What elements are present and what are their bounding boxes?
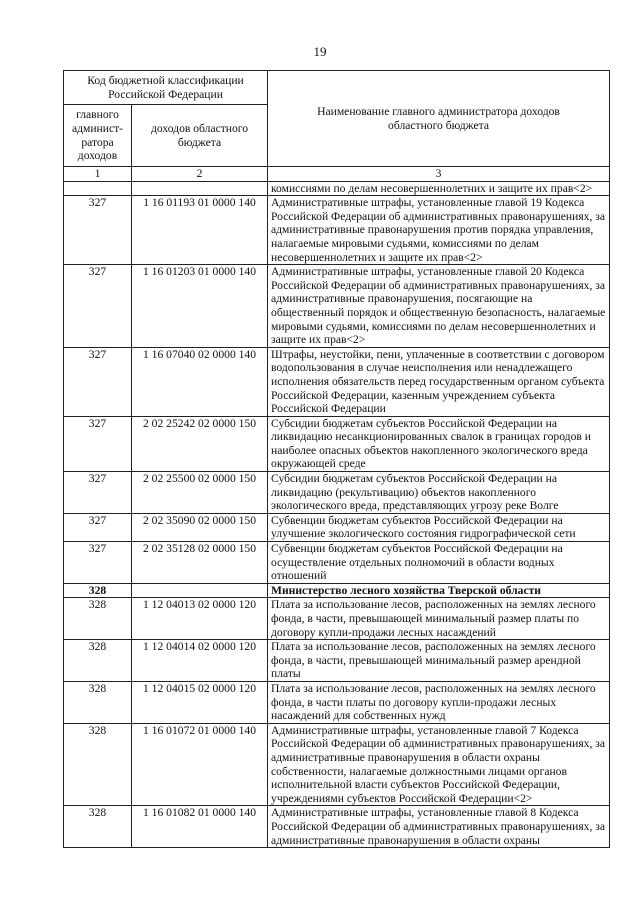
header-admin-column: главного админист-ратора доходов <box>64 105 132 167</box>
revenue-code-cell <box>132 181 268 196</box>
revenue-code-cell: 1 16 01072 01 0000 140 <box>132 723 268 806</box>
description-cell: Субвенции бюджетам субъектов Российской Федерации на улучшение экологического состояния гидрографической сети <box>268 513 610 541</box>
header-number-2: 2 <box>132 167 268 182</box>
admin-code-cell: 327 <box>64 196 132 265</box>
table-row <box>64 347 610 416</box>
header-number-3: 3 <box>268 167 610 182</box>
description-cell: Плата за использование лесов, расположенных на землях лесного фонда, в части, превышающей минимальный размер арендной платы <box>268 640 610 682</box>
budget-classification-table <box>63 70 610 848</box>
admin-code-cell: 327 <box>64 472 132 514</box>
table-row <box>64 181 610 196</box>
header-income-column: доходов областного бюджета <box>132 105 268 167</box>
table-row <box>64 640 610 682</box>
table-row <box>64 806 610 848</box>
description-cell: Субсидии бюджетам субъектов Российской Федерации на ликвидацию (рекультивацию) объектов накопленного экологического вреда, представляющих угрозу реке Волге <box>268 472 610 514</box>
admin-code-cell: 328 <box>64 723 132 806</box>
description-cell: Плата за использование лесов, расположенных на землях лесного фонда, в части платы по договору купли-продажи лесных насаждений для собственных нужд <box>268 681 610 723</box>
description-cell: Субвенции бюджетам субъектов Российской Федерации на осуществление отдельных полномочий в области водных отношений <box>268 542 610 584</box>
revenue-code-cell: 1 16 01082 01 0000 140 <box>132 806 268 848</box>
table-row <box>64 542 610 584</box>
admin-code-cell: 328 <box>64 598 132 640</box>
description-cell: Административные штрафы, установленные главой 8 Кодекса Российской Федерации об административных правонарушениях, за административные правонарушения в области охраны <box>268 806 610 848</box>
description-cell: Плата за использование лесов, расположенных на землях лесного фонда, в части, превышающей минимальный размер платы по договору купли-продажи лесных насаждений <box>268 598 610 640</box>
header-classification-group: Код бюджетной классификации Российской Федерации <box>64 71 268 105</box>
revenue-code-cell: 2 02 25500 02 0000 150 <box>132 472 268 514</box>
description-cell: Административные штрафы, установленные главой 19 Кодекса Российской Федерации об административных правонарушениях, за административные правонарушения против порядка управления, налагаемые мировыми судьями, комиссиями по делам несовершеннолетних и защите их прав<2> <box>268 196 610 265</box>
revenue-code-cell: 2 02 25242 02 0000 150 <box>132 416 268 471</box>
admin-code-cell: 328 <box>64 640 132 682</box>
table-row <box>64 196 610 265</box>
admin-code-cell: 328 <box>64 806 132 848</box>
description-cell: Административные штрафы, установленные главой 7 Кодекса Российской Федерации об административных правонарушениях, за административные правонарушения в области охраны собственности, налагаемые должностными лицами органов исполнительной власти субъектов Российской Федерации, учреждениями субъектов Российской Федерации<2> <box>268 723 610 806</box>
admin-code-cell: 327 <box>64 347 132 416</box>
admin-code-cell: 328 <box>64 583 132 598</box>
revenue-code-cell: 1 12 04014 02 0000 120 <box>132 640 268 682</box>
revenue-code-cell: 1 16 07040 02 0000 140 <box>132 347 268 416</box>
description-cell: Административные штрафы, установленные главой 20 Кодекса Российской Федерации об административных правонарушениях, за административные правонарушения, посягающие на общественный порядок и общественную безопасность, налагаемые мировыми судьями, комиссиями по делам несовершеннолетних и защите их прав<2> <box>268 265 610 348</box>
admin-code-cell: 327 <box>64 416 132 471</box>
revenue-code-cell: 2 02 35128 02 0000 150 <box>132 542 268 584</box>
header-name-column: Наименование главного администратора доходов областного бюджета <box>268 71 610 167</box>
table-row <box>64 472 610 514</box>
table-row <box>64 265 610 348</box>
admin-code-cell: 327 <box>64 513 132 541</box>
revenue-code-cell: 1 12 04015 02 0000 120 <box>132 681 268 723</box>
table-row <box>64 416 610 471</box>
description-cell: Субсидии бюджетам субъектов Российской Федерации на ликвидацию несанкционированных свалок в границах городов и наиболее опасных объектов накопленного экологического вреда окружающей среде <box>268 416 610 471</box>
revenue-code-cell: 1 16 01193 01 0000 140 <box>132 196 268 265</box>
revenue-code-cell: 1 12 04013 02 0000 120 <box>132 598 268 640</box>
header-number-1: 1 <box>64 167 132 182</box>
admin-code-cell: 328 <box>64 681 132 723</box>
revenue-code-cell: 2 02 35090 02 0000 150 <box>132 513 268 541</box>
revenue-code-cell <box>132 583 268 598</box>
table-row <box>64 723 610 806</box>
admin-code-cell: 327 <box>64 542 132 584</box>
admin-code-cell <box>64 181 132 196</box>
description-cell: Штрафы, неустойки, пени, уплаченные в соответствии с договором водопользования в случае неисполнения или ненадлежащего исполнения обязательств перед государственным органом субъекта Российской Федерации, казенным учреждением субъекта Российской Федерации <box>268 347 610 416</box>
admin-code-cell: 327 <box>64 265 132 348</box>
table-row <box>64 681 610 723</box>
table-section-row <box>64 583 610 598</box>
description-cell: комиссиями по делам несовершеннолетних и защите их прав<2> <box>268 181 610 196</box>
table-row <box>64 598 610 640</box>
table-row <box>64 513 610 541</box>
page-number: 19 <box>313 44 327 59</box>
description-cell: Министерство лесного хозяйства Тверской области <box>268 583 610 598</box>
revenue-code-cell: 1 16 01203 01 0000 140 <box>132 265 268 348</box>
